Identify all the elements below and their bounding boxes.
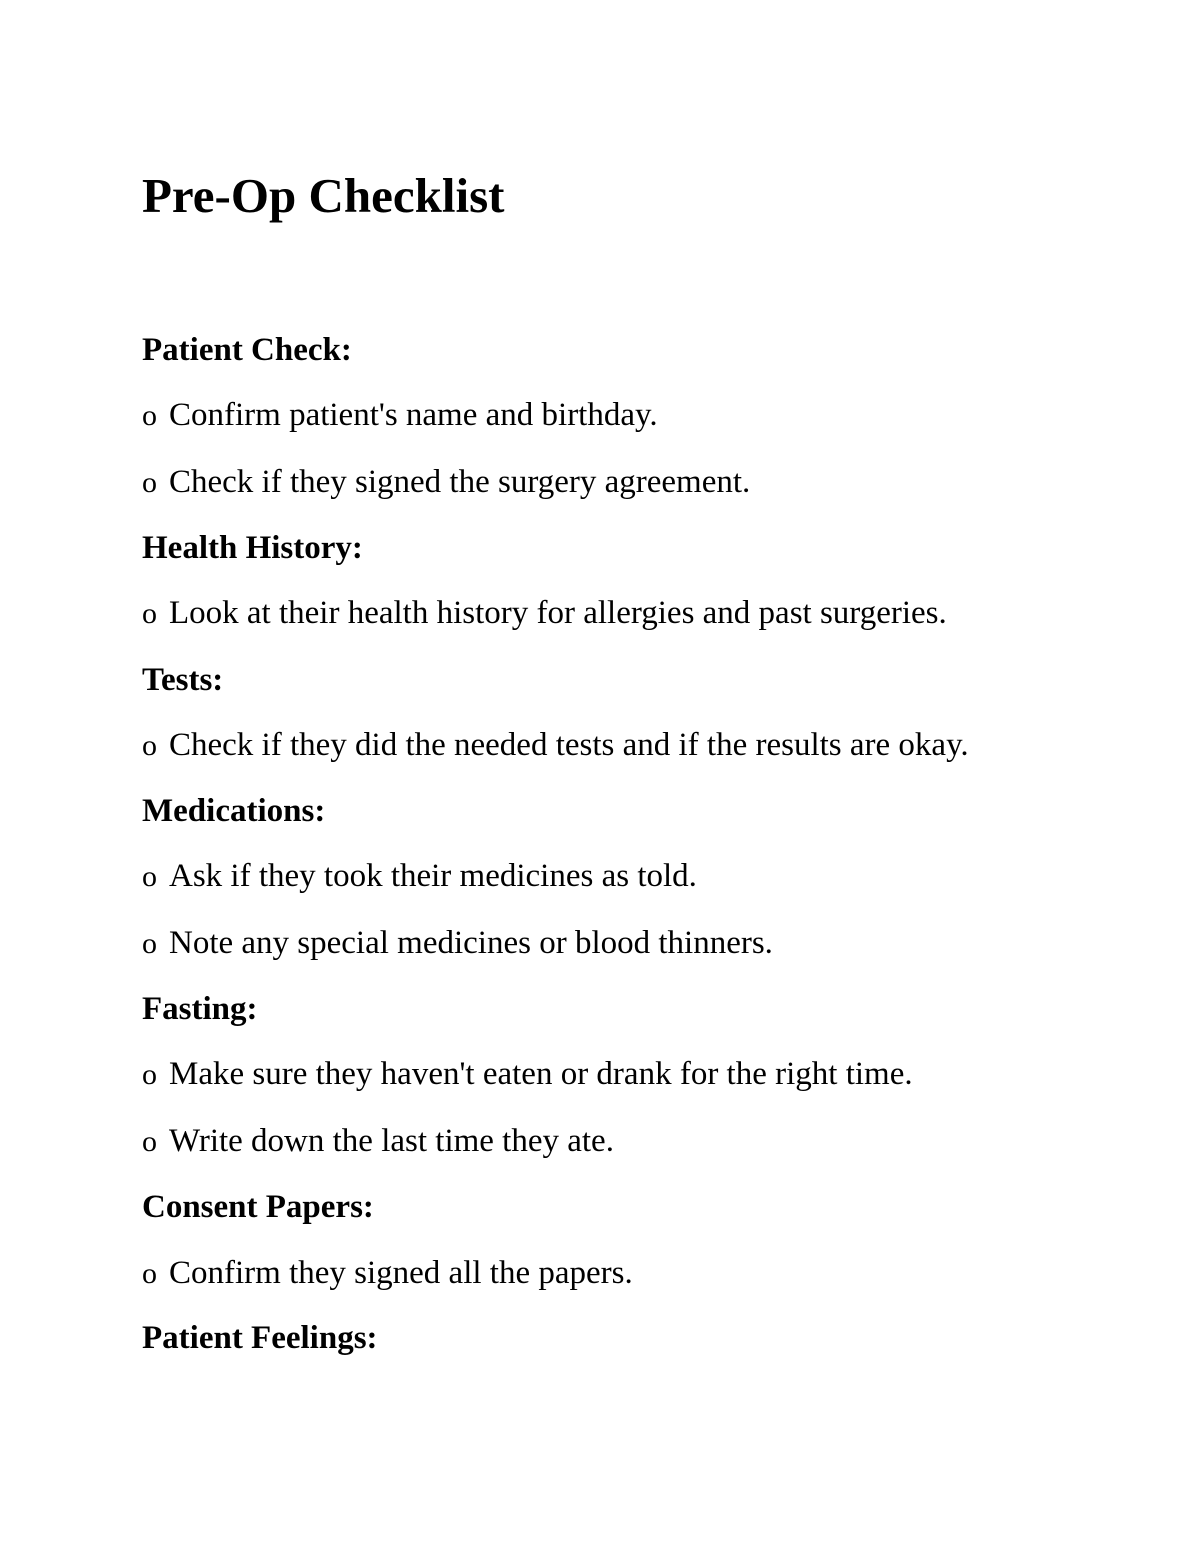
- page-title: Pre-Op Checklist: [142, 168, 505, 223]
- list-item: [142, 856, 697, 897]
- section-heading-fasting: Fasting:: [142, 991, 258, 1027]
- list-item: [142, 1253, 633, 1294]
- list-item: [142, 593, 947, 634]
- list-item-text: Ask if they took their medicines as told.: [169, 858, 697, 894]
- list-item: [142, 1121, 614, 1162]
- list-item: [142, 462, 750, 503]
- list-item: [142, 923, 773, 964]
- checkbox-bullet-icon: o: [142, 927, 157, 960]
- list-item-text: Check if they did the needed tests and if the results are okay.: [169, 727, 969, 763]
- section-heading-patient-check: Patient Check:: [142, 332, 352, 368]
- checkbox-bullet-icon: o: [142, 1125, 157, 1158]
- list-item-text: Make sure they haven't eaten or drank for the right time.: [169, 1056, 913, 1092]
- list-item-text: Check if they signed the surgery agreement.: [169, 464, 751, 500]
- section-heading-tests: Tests:: [142, 662, 224, 698]
- checkbox-bullet-icon: o: [142, 729, 157, 762]
- list-item: [142, 1054, 913, 1095]
- section-heading-medications: Medications:: [142, 793, 326, 829]
- section-heading-patient-feelings: Patient Feelings:: [142, 1320, 378, 1356]
- checkbox-bullet-icon: o: [142, 597, 157, 630]
- checkbox-bullet-icon: o: [142, 466, 157, 499]
- list-item-text: Confirm patient's name and birthday.: [169, 397, 658, 433]
- list-item-text: Confirm they signed all the papers.: [169, 1255, 633, 1291]
- section-heading-health-history: Health History:: [142, 530, 363, 566]
- list-item: [142, 395, 658, 436]
- list-item-text: Write down the last time they ate.: [169, 1123, 614, 1159]
- checkbox-bullet-icon: o: [142, 860, 157, 893]
- section-heading-consent-papers: Consent Papers:: [142, 1189, 374, 1225]
- checkbox-bullet-icon: o: [142, 1058, 157, 1091]
- checkbox-bullet-icon: o: [142, 399, 157, 432]
- list-item-text: Note any special medicines or blood thinners.: [169, 925, 773, 961]
- checkbox-bullet-icon: o: [142, 1257, 157, 1290]
- list-item: [142, 725, 969, 766]
- list-item-text: Look at their health history for allergies and past surgeries.: [169, 595, 947, 631]
